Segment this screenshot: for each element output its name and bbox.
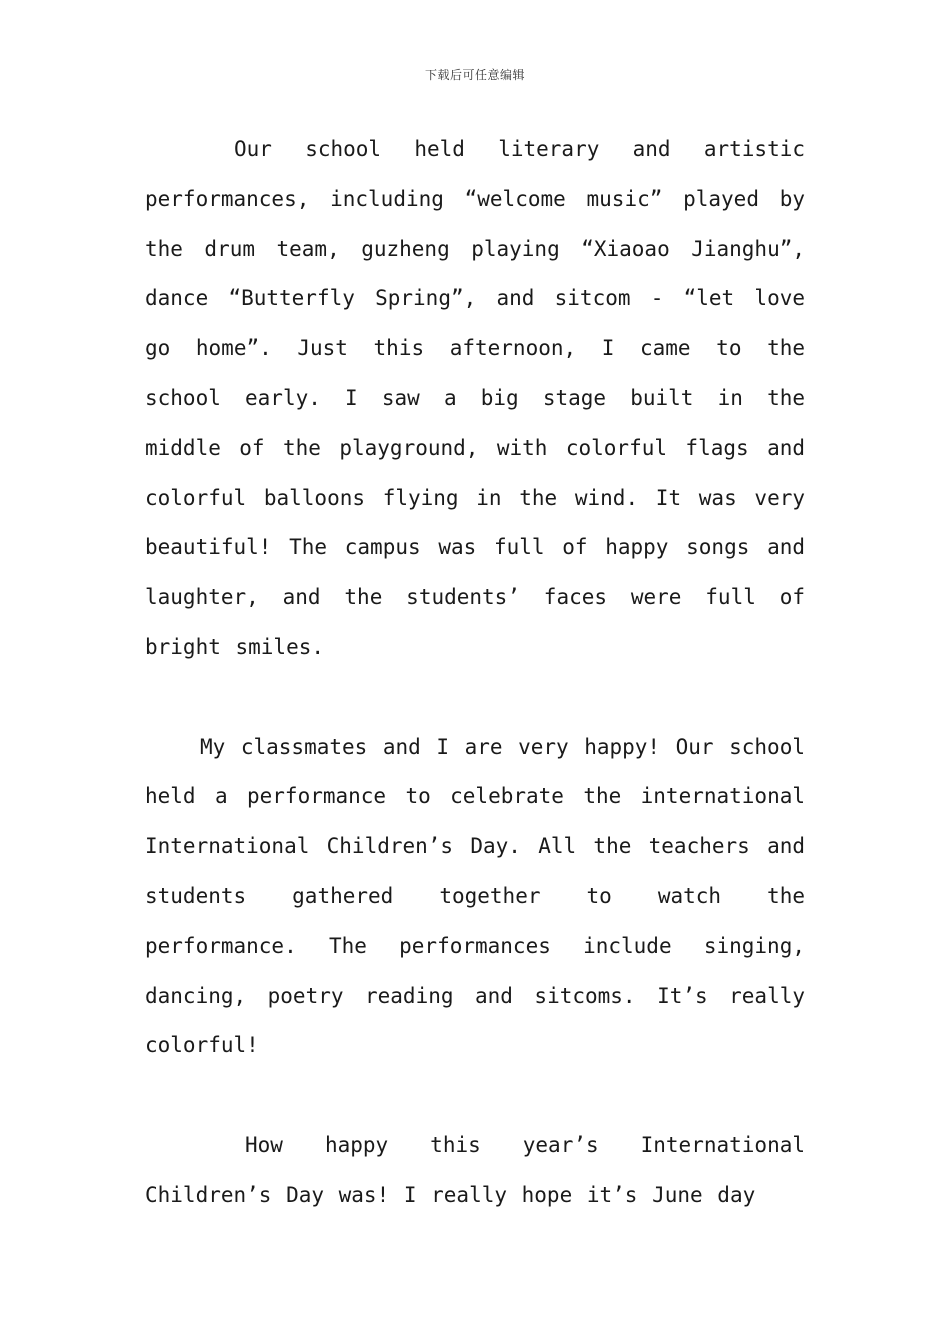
header-note: 下载后可任意编辑 [424, 68, 525, 82]
paragraph-2: My classmates and I are very happy! Our school held a performance to celebrate the international International Children’s Day. All the teachers and students gathered together to watch the performance. The performances include singing, dancing, poetry reading and sitcoms. It’s really colorful! [145, 734, 805, 1058]
paragraph-1: Our school held literary and artistic performances, including “welcome music” played by the drum team, guzheng playing “Xiaoao Jianghu”, dance “Butterfly Spring”, and sitcom - “let love go home”. Just this afternoon, I came to the school early. I saw a big stage built in the middle of the playground, with colorful flags and colorful balloons flying in the wind. It was very beautiful! The campus was full of happy songs and laughter, and the students’ faces were full of bright smiles. [145, 137, 805, 659]
paragraph-3: How happy this year’s International Children’s Day was! I really hope it’s June day [145, 1132, 805, 1207]
document-body [145, 125, 805, 1221]
